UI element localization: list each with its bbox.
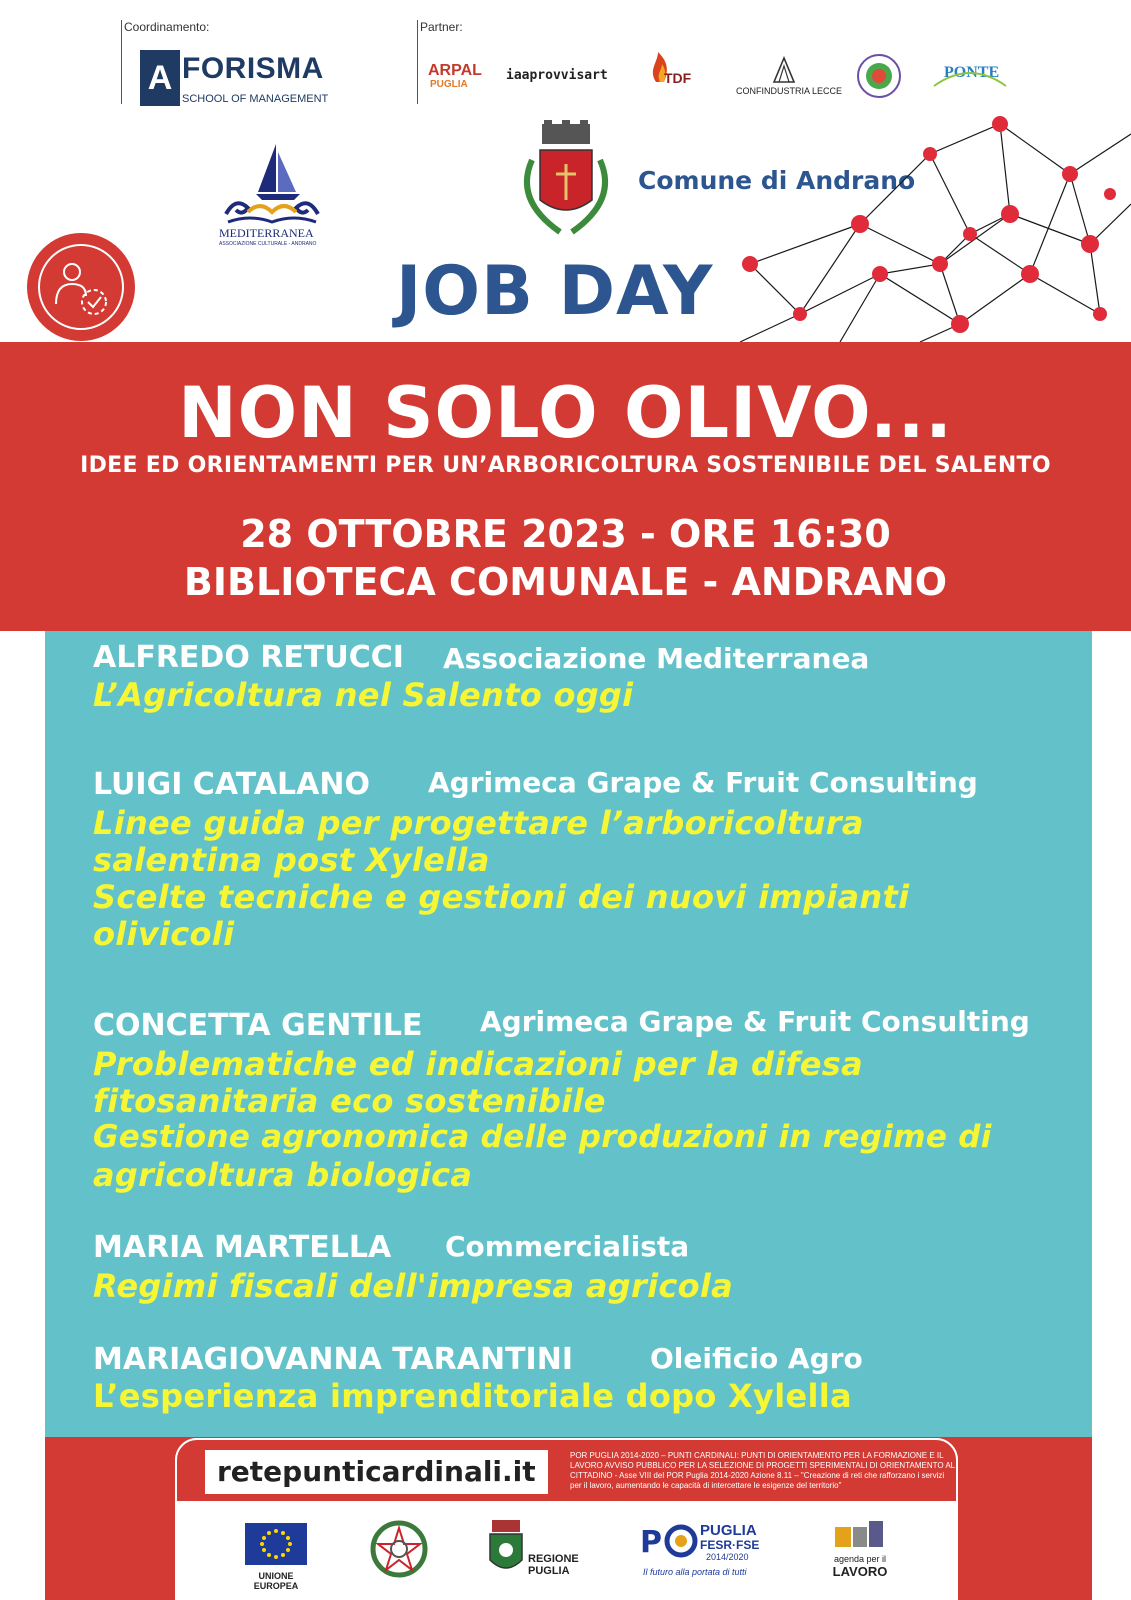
- speaker-name: MARIAGIOVANNA TARANTINI: [93, 1342, 573, 1377]
- eu-label: UNIONE EUROPEA: [253, 1571, 299, 1591]
- talk-title: salentina post Xylella: [93, 841, 490, 879]
- agenda-label-big: LAVORO: [832, 1564, 888, 1579]
- event-date: 28 OTTOBRE 2023 - ORE 16:30: [240, 512, 891, 556]
- job-day-heading: JOB DAY: [396, 252, 714, 331]
- agenda-lavoro-icon: [835, 1521, 885, 1551]
- talk-title: Gestione agronomica delle produzioni in regime di: [93, 1119, 992, 1155]
- speaker-name: CONCETTA GENTILE: [93, 1008, 423, 1043]
- website-link[interactable]: retepunticardinali.it: [205, 1450, 548, 1494]
- por-title: PUGLIA: [700, 1522, 757, 1539]
- comprensivo-emblem-icon: [856, 53, 902, 99]
- speaker-org: Associazione Mediterranea: [443, 642, 870, 675]
- confindustria-emblem-icon: [770, 56, 798, 84]
- talk-title: agricoltura biologica: [93, 1156, 473, 1194]
- agenda-label: agenda per il: [833, 1554, 887, 1564]
- speaker-org: Commercialista: [445, 1230, 690, 1263]
- mediterranea-name: MEDITERRANEA: [219, 226, 314, 240]
- divider: [121, 20, 122, 104]
- speaker-org: Agrimeca Grape & Fruit Consulting: [428, 766, 978, 799]
- improvvisart-logo: iaaprovvisart: [506, 68, 608, 83]
- eu-flag-icon: [245, 1523, 307, 1565]
- talk-title: L’esperienza imprenditoriale dopo Xylella: [93, 1377, 852, 1415]
- regione-puglia-emblem-icon: [488, 1520, 524, 1576]
- partner-label: Partner:: [420, 20, 463, 34]
- speaker-name: ALFREDO RETUCCI: [93, 640, 404, 675]
- speaker-org: Agrimeca Grape & Fruit Consulting: [480, 1005, 1030, 1038]
- tdf-logo: TDF: [664, 70, 692, 86]
- talk-title: Scelte tecniche e gestioni dei nuovi impianti: [93, 878, 910, 916]
- regione-puglia-label: REGIONE PUGLIA: [528, 1553, 579, 1577]
- mediterranea-sub: ASSOCIAZIONE CULTURALE - ANDRANO: [219, 241, 317, 247]
- por-logo-icon: [640, 1524, 702, 1558]
- arpal-logo: ARPAL: [428, 62, 482, 79]
- comune-name: Comune di Andrano: [638, 166, 916, 195]
- network-decoration-icon: [740, 114, 1131, 342]
- aforisma-logo-sub: SCHOOL OF MANAGEMENT: [182, 93, 329, 105]
- por-sub: FESR·FSE: [700, 1538, 760, 1552]
- funding-fine-print: POR PUGLIA 2014-2020 – PUNTI CARDINALI: PUNTI DI ORIENTAMENTO PER LA FORMAZIONE E IL LAVORO AVVISO PUBBLICO PER LA SELEZIONE DI PROGETTI SPERIMENTALI DI ORIENTAMENTO AL CITTADINO - Asse VIII del POR Puglia 2014-2020 Azione 8.11 – "Creazione di reti che rafforzano i servizi per il lavoro, aumentando le capacità di intercettare le esigenze del territorio": [570, 1451, 955, 1490]
- talk-title: Problematiche ed indicazioni per la difesa: [93, 1045, 863, 1083]
- ponte-logo: PONTE: [944, 64, 1000, 81]
- person-checkmark-icon: [24, 230, 138, 344]
- aforisma-logo-mark: A: [140, 50, 180, 106]
- talk-title: fitosanitaria eco sostenibile: [93, 1082, 606, 1120]
- talk-title: L’Agricoltura nel Salento oggi: [93, 676, 634, 714]
- talk-title: Linee guida per progettare l’arboricoltura: [93, 804, 864, 842]
- svg-text:P: P: [640, 1525, 662, 1558]
- mediterranea-sailboat-icon: [218, 142, 326, 226]
- arpal-puglia-logo: PUGLIA: [430, 79, 468, 90]
- confindustria-logo: CONFINDUSTRIA LECCE: [736, 86, 843, 96]
- speaker-name: MARIA MARTELLA: [93, 1230, 392, 1265]
- andrano-coat-of-arms-icon: [510, 120, 622, 244]
- speaker-org: Oleificio Agro: [650, 1342, 863, 1375]
- divider: [417, 20, 418, 104]
- por-years: 2014/2020: [706, 1552, 749, 1562]
- aforisma-logo-word: FORISMA: [182, 52, 324, 85]
- event-title: NON SOLO OLIVO...: [178, 372, 953, 454]
- event-venue: BIBLIOTECA COMUNALE - ANDRANO: [183, 560, 948, 604]
- italian-republic-emblem-icon: [368, 1518, 430, 1580]
- talk-title: Regimi fiscali dell'impresa agricola: [93, 1267, 734, 1305]
- ponte-arc-icon: [930, 66, 1010, 90]
- talk-title: olivicoli: [93, 915, 235, 953]
- por-tagline: Il futuro alla portata di tutti: [643, 1567, 747, 1577]
- event-subtitle: IDEE ED ORIENTAMENTI PER UN’ARBORICOLTURA SOSTENIBILE DEL SALENTO: [80, 453, 1051, 478]
- speaker-name: LUIGI CATALANO: [93, 767, 371, 802]
- coordination-label: Coordinamento:: [124, 20, 210, 34]
